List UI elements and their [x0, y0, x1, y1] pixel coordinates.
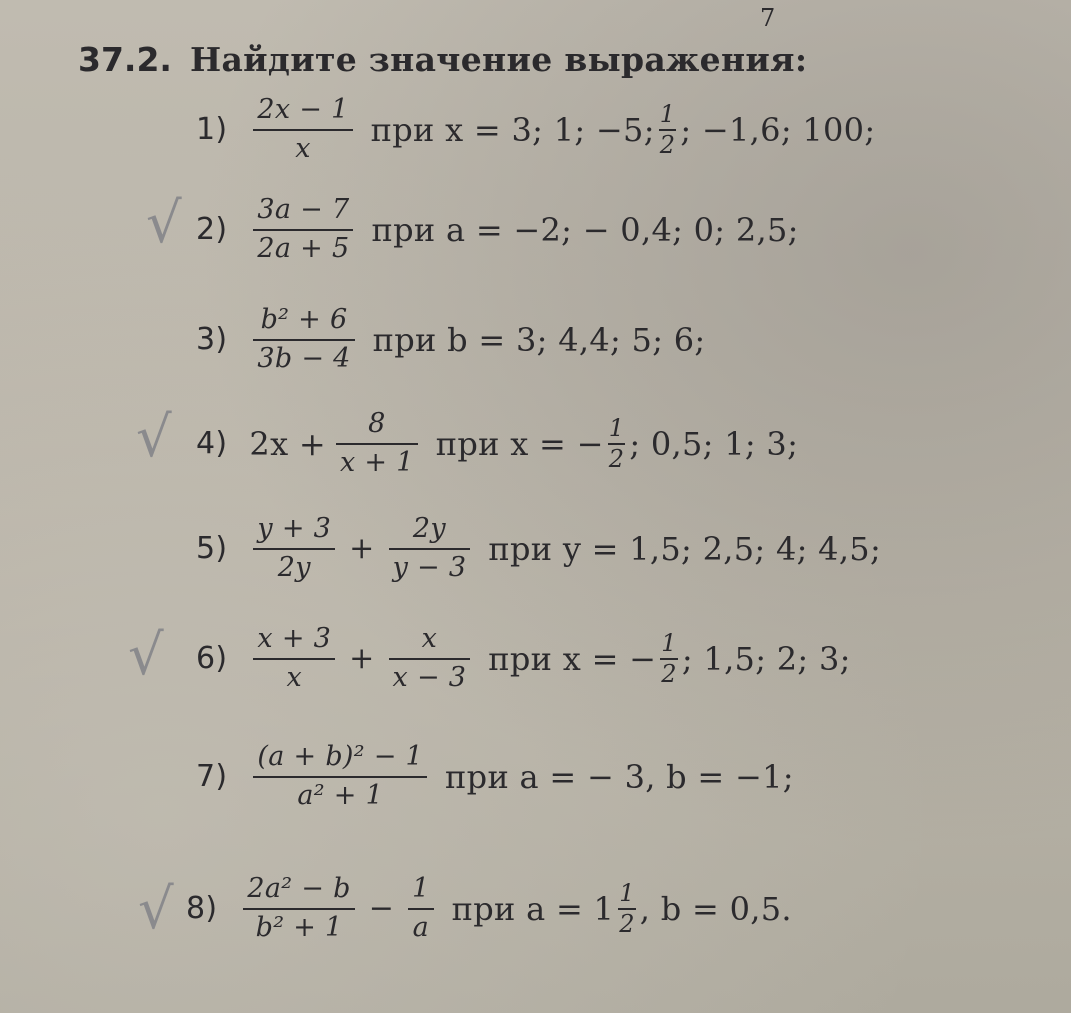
exercise-item-1: [196, 96, 875, 164]
fraction-expression: [253, 96, 352, 164]
fraction-bar: [253, 776, 427, 778]
check-mark-icon: [136, 405, 172, 470]
fraction-expression: [253, 625, 335, 693]
fraction-bar: [389, 548, 471, 550]
condition: при b = 3; 4,4; 5; 6;: [372, 320, 706, 359]
condition-text: ; 1,5; 2; 3;: [681, 639, 851, 678]
fraction-numerator: 8: [368, 408, 386, 439]
fraction-bar: [253, 548, 335, 550]
condition-fraction: [608, 413, 626, 473]
fraction-numerator: 2y: [412, 513, 446, 544]
item-label: 2): [196, 212, 228, 248]
fraction-denominator: 2: [608, 444, 625, 473]
fraction-denominator: a: [412, 912, 430, 944]
condition: при a = −2; − 0,4; 0; 2,5;: [371, 210, 799, 249]
page-number: 7: [760, 4, 776, 32]
fraction-expression-2: [389, 625, 471, 693]
exercise-header: [78, 40, 807, 79]
fraction-bar: [389, 658, 471, 660]
condition-fraction: [659, 99, 677, 159]
condition: [488, 628, 851, 688]
check-mark-glyph: √: [136, 405, 172, 470]
exercise-item-3: [196, 306, 706, 374]
condition-text: при x = −: [488, 639, 657, 678]
check-mark-icon: [128, 623, 164, 688]
fraction-numerator: y + 3: [257, 513, 332, 544]
fraction-numerator: 3a − 7: [257, 194, 350, 225]
exercise-item-8: [186, 875, 792, 943]
condition-fraction: [618, 878, 636, 938]
check-mark-glyph: √: [128, 623, 164, 688]
fraction-numerator: x: [421, 623, 438, 654]
item-label: 7): [196, 759, 228, 795]
fraction-bar: [243, 908, 354, 910]
fraction-numerator: 1: [608, 413, 625, 442]
fraction-denominator: x + 1: [340, 447, 414, 479]
fraction-expression: [253, 306, 354, 374]
fraction-numerator: 2a² − b: [247, 873, 351, 904]
condition-text: при a = 1: [451, 889, 615, 928]
fraction-bar: [253, 229, 353, 231]
fraction-bar: [408, 908, 433, 910]
fraction-expression-2: [389, 515, 471, 583]
item-label: 5): [196, 531, 228, 567]
fraction-numerator: 1: [661, 628, 677, 657]
item-label: 1): [196, 112, 228, 148]
check-mark-glyph: √: [146, 191, 182, 256]
condition-text: при x = −: [435, 424, 604, 463]
fraction-numerator: 1: [659, 99, 676, 128]
check-mark-icon: [146, 191, 182, 256]
fraction-denominator: y − 3: [392, 552, 467, 584]
item-label: 6): [196, 641, 228, 677]
condition-text: при x = 3; 1; −5;: [370, 110, 655, 149]
condition-text: ; −1,6; 100;: [680, 110, 876, 149]
fraction-numerator: 2x − 1: [257, 94, 349, 125]
fraction-numerator: x + 3: [257, 623, 332, 654]
fraction-expression: [243, 875, 354, 943]
condition-text: ; 0,5; 1; 3;: [629, 424, 799, 463]
fraction-denominator: x: [286, 662, 303, 694]
fraction-denominator: 2: [659, 130, 676, 159]
fraction-bar: [336, 443, 418, 445]
condition-text: , b = 0,5.: [639, 889, 792, 928]
condition: [370, 99, 876, 159]
check-mark-icon: [138, 877, 174, 942]
fraction-expression: [253, 743, 427, 811]
exercise-number: 37.2.: [78, 40, 172, 79]
condition: [435, 413, 799, 473]
condition-fraction: [660, 628, 678, 688]
fraction-expression: [253, 196, 353, 264]
fraction-denominator: a² + 1: [297, 780, 384, 812]
check-mark-glyph: √: [138, 877, 174, 942]
fraction-bar: [253, 339, 354, 341]
operator: −: [368, 891, 395, 927]
item-label: 8): [186, 891, 218, 927]
fraction-denominator: 2a + 5: [257, 233, 350, 265]
fraction-numerator: b² + 6: [260, 304, 348, 335]
fraction-numerator: 1: [619, 878, 635, 907]
condition: при y = 1,5; 2,5; 4; 4,5;: [488, 529, 882, 568]
fraction-bar: [253, 658, 335, 660]
exercise-item-5: [196, 515, 881, 583]
fraction-numerator: (a + b)² − 1: [257, 741, 424, 772]
fraction-expression-2: [408, 875, 433, 943]
fraction-expression: [336, 410, 418, 478]
fraction-denominator: b² + 1: [255, 912, 343, 944]
item-label: 4): [196, 426, 228, 462]
condition: [451, 878, 792, 938]
fraction-numerator: 1: [412, 873, 430, 904]
operator: +: [349, 531, 375, 567]
fraction-bar: [253, 129, 352, 131]
exercise-item-2: [196, 196, 799, 264]
fraction-denominator: 2y: [277, 552, 311, 584]
fraction-expression: [253, 515, 335, 583]
fraction-denominator: x − 3: [392, 662, 467, 694]
exercise-item-4: [196, 410, 798, 478]
exercise-item-7: [196, 743, 794, 811]
exercise-title: Найдите значение выражения:: [189, 40, 808, 79]
expression-lead: 2x +: [249, 424, 326, 463]
fraction-denominator: 2: [619, 909, 635, 938]
fraction-denominator: 2: [661, 659, 677, 688]
fraction-denominator: x: [295, 133, 311, 165]
item-label: 3): [196, 322, 228, 358]
operator: +: [349, 641, 375, 677]
fraction-denominator: 3b − 4: [257, 343, 351, 375]
exercise-item-6: [196, 625, 851, 693]
condition: при a = − 3, b = −1;: [445, 757, 794, 796]
